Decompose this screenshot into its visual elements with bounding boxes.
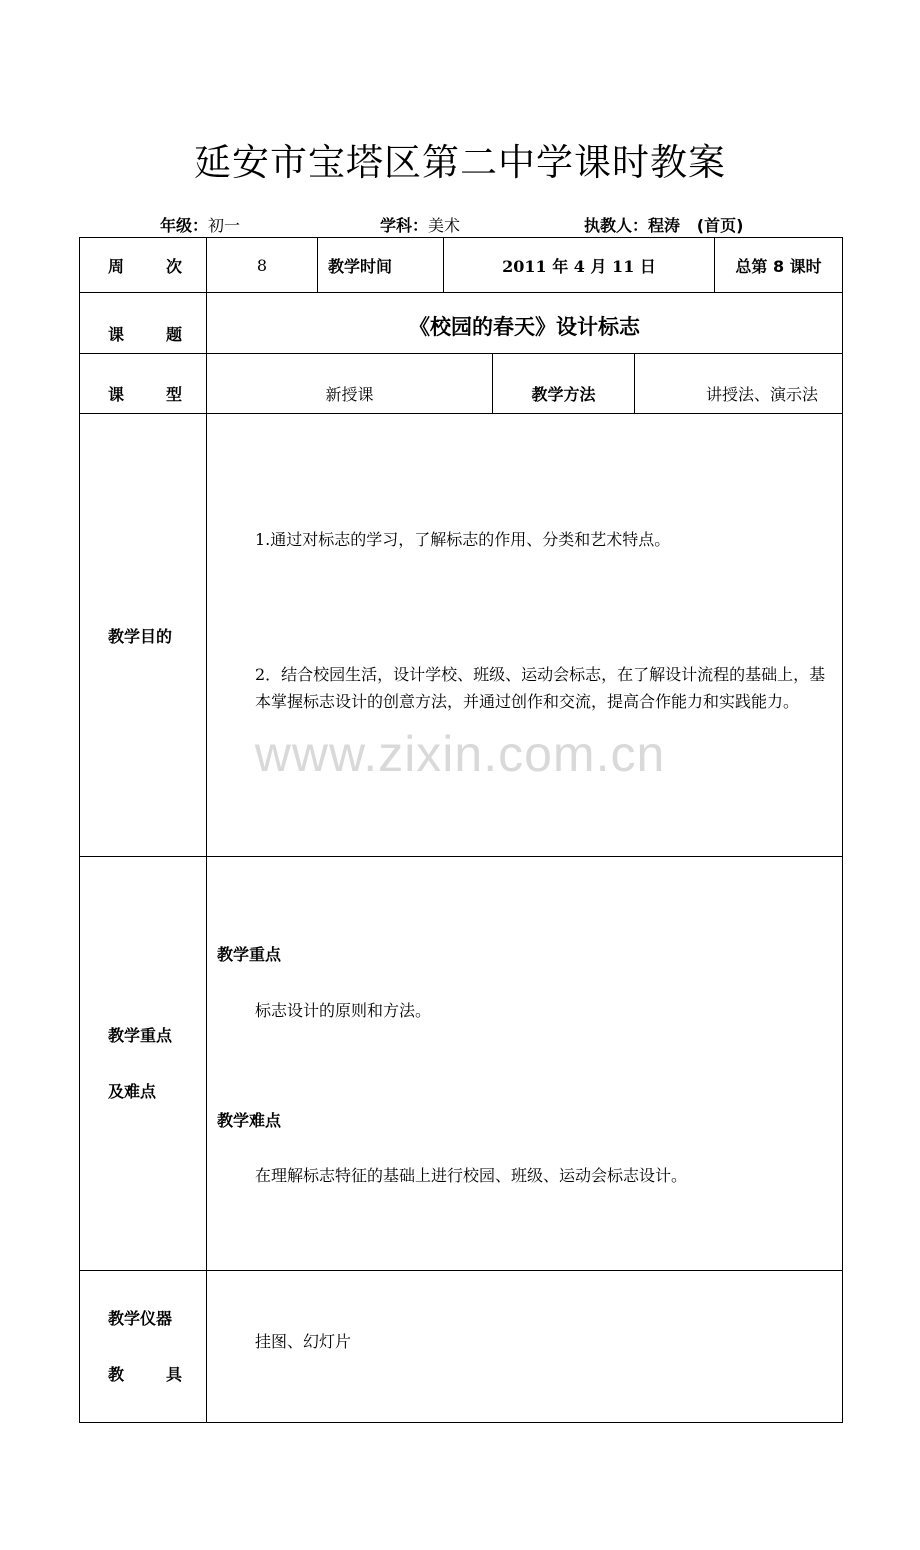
total-lessons: 总第 8 课时 <box>715 238 843 293</box>
equipment-cell <box>207 1271 843 1423</box>
page-note: (首页) <box>696 216 744 235</box>
document-title: 延安市宝塔区第二中学课时教案 <box>194 141 726 184</box>
type-value: 新授课 <box>207 354 493 414</box>
type-label-a: 课 <box>108 385 125 404</box>
row-equipment <box>80 1271 843 1423</box>
topic-label-b: 题 <box>165 325 182 344</box>
topic-value: 《校园的春天》设计标志 <box>207 293 843 354</box>
key-points-label-line1: 教学重点 <box>108 1025 173 1045</box>
key-points-label-cell <box>80 857 207 1271</box>
week-label-a: 周 <box>108 256 125 276</box>
row-key-points <box>80 857 843 1271</box>
topic-label-a: 课 <box>108 325 125 344</box>
row-type <box>80 354 843 414</box>
grade-field <box>160 213 240 236</box>
objectives-label: 教学目的 <box>80 414 207 857</box>
method-value: 讲授法、演示法 <box>635 354 843 414</box>
difficulty-body: 在理解标志特征的基础上进行校园、班级、运动会标志设计。 <box>255 1166 688 1185</box>
key-points-cell <box>207 857 843 1271</box>
focus-heading: 教学重点 <box>217 945 282 964</box>
difficulty-heading: 教学难点 <box>217 1111 282 1130</box>
week-label-cell <box>80 238 207 293</box>
method-label: 教学方法 <box>493 354 635 414</box>
row-topic <box>80 293 843 354</box>
week-label-b: 次 <box>165 256 182 276</box>
equipment-label-a: 教 <box>108 1364 125 1384</box>
topic-label-cell <box>80 293 207 354</box>
row-week <box>80 238 843 293</box>
subject-value: 美术 <box>428 216 461 235</box>
equipment-label-b: 具 <box>165 1364 182 1384</box>
equipment-value: 挂图、幻灯片 <box>255 1332 352 1351</box>
grade-value: 初一 <box>208 216 241 235</box>
teacher-field <box>584 213 743 236</box>
time-value: 2011 年 4 月 11 日 <box>444 238 715 293</box>
equipment-label-line1: 教学仪器 <box>108 1308 173 1328</box>
equipment-label-cell <box>80 1271 207 1423</box>
teacher-label: 执教人： <box>584 216 649 235</box>
grade-label: 年级： <box>160 216 209 235</box>
objective-item-1: 1.通过对标志的学习，了解标志的作用、分类和艺术特点。 <box>255 530 671 549</box>
subject-field <box>380 213 460 236</box>
objective-item-2: 2．结合校园生活，设计学校、班级、运动会标志，在了解设计流程的基础上，基本掌握标志设计的创意方法，并通过创作和交流，提高合作能力和实践能力。 <box>255 665 826 711</box>
key-points-label-line2: 及难点 <box>108 1081 157 1101</box>
watermark: www.zixin.com.cn <box>254 726 666 782</box>
type-label-b: 型 <box>165 385 182 404</box>
focus-body: 标志设计的原则和方法。 <box>255 1001 432 1020</box>
lesson-plan-table <box>79 237 843 1423</box>
type-label-cell <box>80 354 207 414</box>
objectives-cell <box>207 414 843 857</box>
teacher-value: 程涛 <box>648 216 681 235</box>
subject-label: 学科： <box>380 216 429 235</box>
week-value: 8 <box>207 238 318 293</box>
row-objectives <box>80 414 843 857</box>
time-label: 教学时间 <box>318 238 444 293</box>
